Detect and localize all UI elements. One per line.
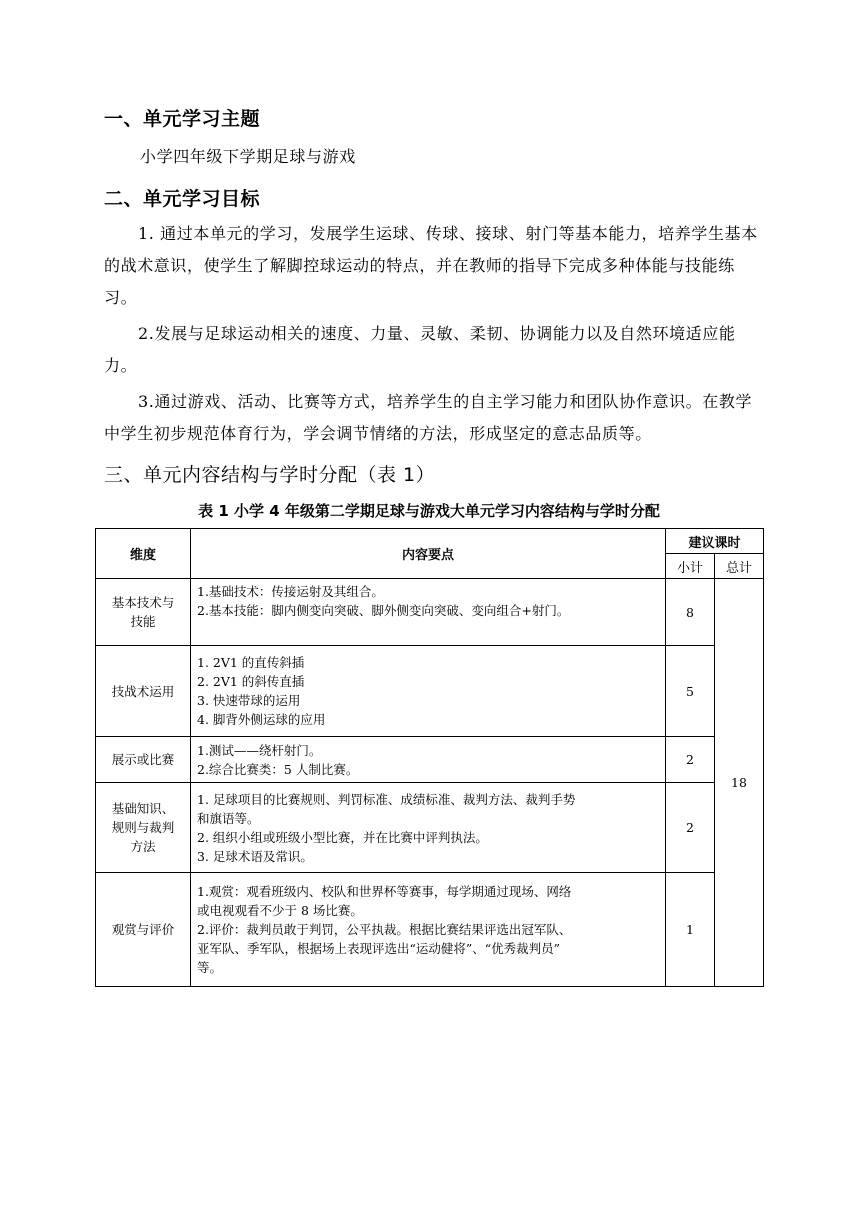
table-caption: 表 1 小学 4 年级第二学期足球与游戏大单元学习内容结构与学时分配 [198, 502, 660, 520]
content-line: 或电视观看不少于 8 场比赛。 [197, 903, 363, 918]
header-total: 总计 [715, 554, 764, 579]
content-cell [191, 783, 666, 873]
table-row [96, 579, 764, 646]
content-line: 3. 足球术语及常识。 [197, 848, 313, 864]
content-line: 等。 [197, 960, 223, 975]
dimension-cell [96, 737, 191, 783]
table-row [96, 783, 764, 873]
subtotal-cell: 2 [666, 737, 715, 783]
dimension-line: 技能 [130, 614, 156, 629]
content-line: 1. 足球项目的比赛规则、判罚标准、成绩标准、裁判方法、裁判手势 [197, 791, 576, 807]
content-cell [191, 873, 666, 987]
subtotal-cell: 5 [666, 646, 715, 737]
content-line: 2. 组织小组或班级小型比赛，并在比赛中评判执法。 [197, 829, 488, 845]
dimension-cell [96, 873, 191, 987]
table-row [96, 873, 764, 987]
content-cell [191, 737, 666, 783]
dimension-line: 基本技术与 [111, 595, 175, 610]
content-line: 3. 快速带球的运用 [197, 693, 301, 708]
dimension-line: 方法 [130, 839, 156, 854]
unit-theme-text: 小学四年级下学期足球与游戏 [140, 147, 356, 166]
content-line: 和旗语等。 [197, 810, 260, 826]
dimension-cell [96, 579, 191, 646]
dimension-line: 基础知识、 [111, 801, 175, 816]
subtotal-cell: 1 [666, 873, 715, 987]
subtotal-cell: 2 [666, 783, 715, 873]
dimension-line: 规则与裁判 [111, 820, 175, 835]
dimension-line: 展示或比赛 [111, 752, 175, 767]
content-line: 1.观赏：观看班级内、校队和世界杯等赛事，每学期通过现场、网络 [197, 884, 572, 899]
dimension-line: 技战术运用 [111, 683, 175, 699]
content-structure-table [95, 528, 764, 987]
section-heading-structure: 三、单元内容结构与学时分配（表 1） [104, 464, 436, 486]
subtotal-cell: 8 [666, 579, 715, 646]
header-subtotal: 小计 [666, 554, 715, 579]
content-line: 1.基础技术：传接运射及其组合。 [197, 584, 384, 599]
table-row [96, 737, 764, 783]
content-line: 2.基本技能：脚内侧变向突破、脚外侧变向突破、变向组合+射门。 [197, 603, 570, 618]
section-heading-theme: 一、单元学习主题 [104, 108, 261, 130]
table-row [96, 646, 764, 737]
goal-item-1: 1. 通过本单元的学习，发展学生运球、传球、接球、射门等基本能力，培养学生基本的战术意识，使学生了解脚控球运动的特点，并在教师的指导下完成多种体能与技能练习。 [104, 224, 758, 307]
content-line: 2.评价：裁判员敢于判罚，公平执裁。根据比赛结果评选出冠军队、 [197, 922, 572, 937]
goal-item-3: 3.通过游戏、活动、比赛等方式，培养学生的自主学习能力和团队协作意识。在教学中学生初步规范体育行为，学会调节情绪的方法，形成坚定的意志品质等。 [104, 392, 753, 443]
content-cell [191, 579, 666, 646]
dimension-cell [96, 646, 191, 737]
section-heading-goals: 二、单元学习目标 [104, 188, 261, 210]
content-line: 亚军队、季军队，根据场上表现评选出“运动健将”、“优秀裁判员” [197, 941, 561, 956]
content-line: 2.综合比赛类：5 人制比赛。 [197, 761, 359, 777]
goal-item-2: 2.发展与足球运动相关的速度、力量、灵敏、柔韧、协调能力以及自然环境适应能力。 [104, 324, 736, 375]
content-line: 1.测试——绕杆射门。 [197, 742, 322, 758]
dimension-line: 观赏与评价 [111, 922, 175, 937]
header-dimension: 维度 [96, 529, 191, 579]
content-cell [191, 646, 666, 737]
content-line: 2. 2V1 的斜传直插 [197, 674, 305, 689]
content-line: 4. 脚背外侧运球的应用 [197, 712, 326, 727]
content-line: 1. 2V1 的直传斜插 [197, 655, 305, 670]
header-hours: 建议课时 [666, 529, 764, 554]
header-content: 内容要点 [191, 529, 666, 579]
total-cell: 18 [715, 579, 764, 987]
dimension-cell [96, 783, 191, 873]
